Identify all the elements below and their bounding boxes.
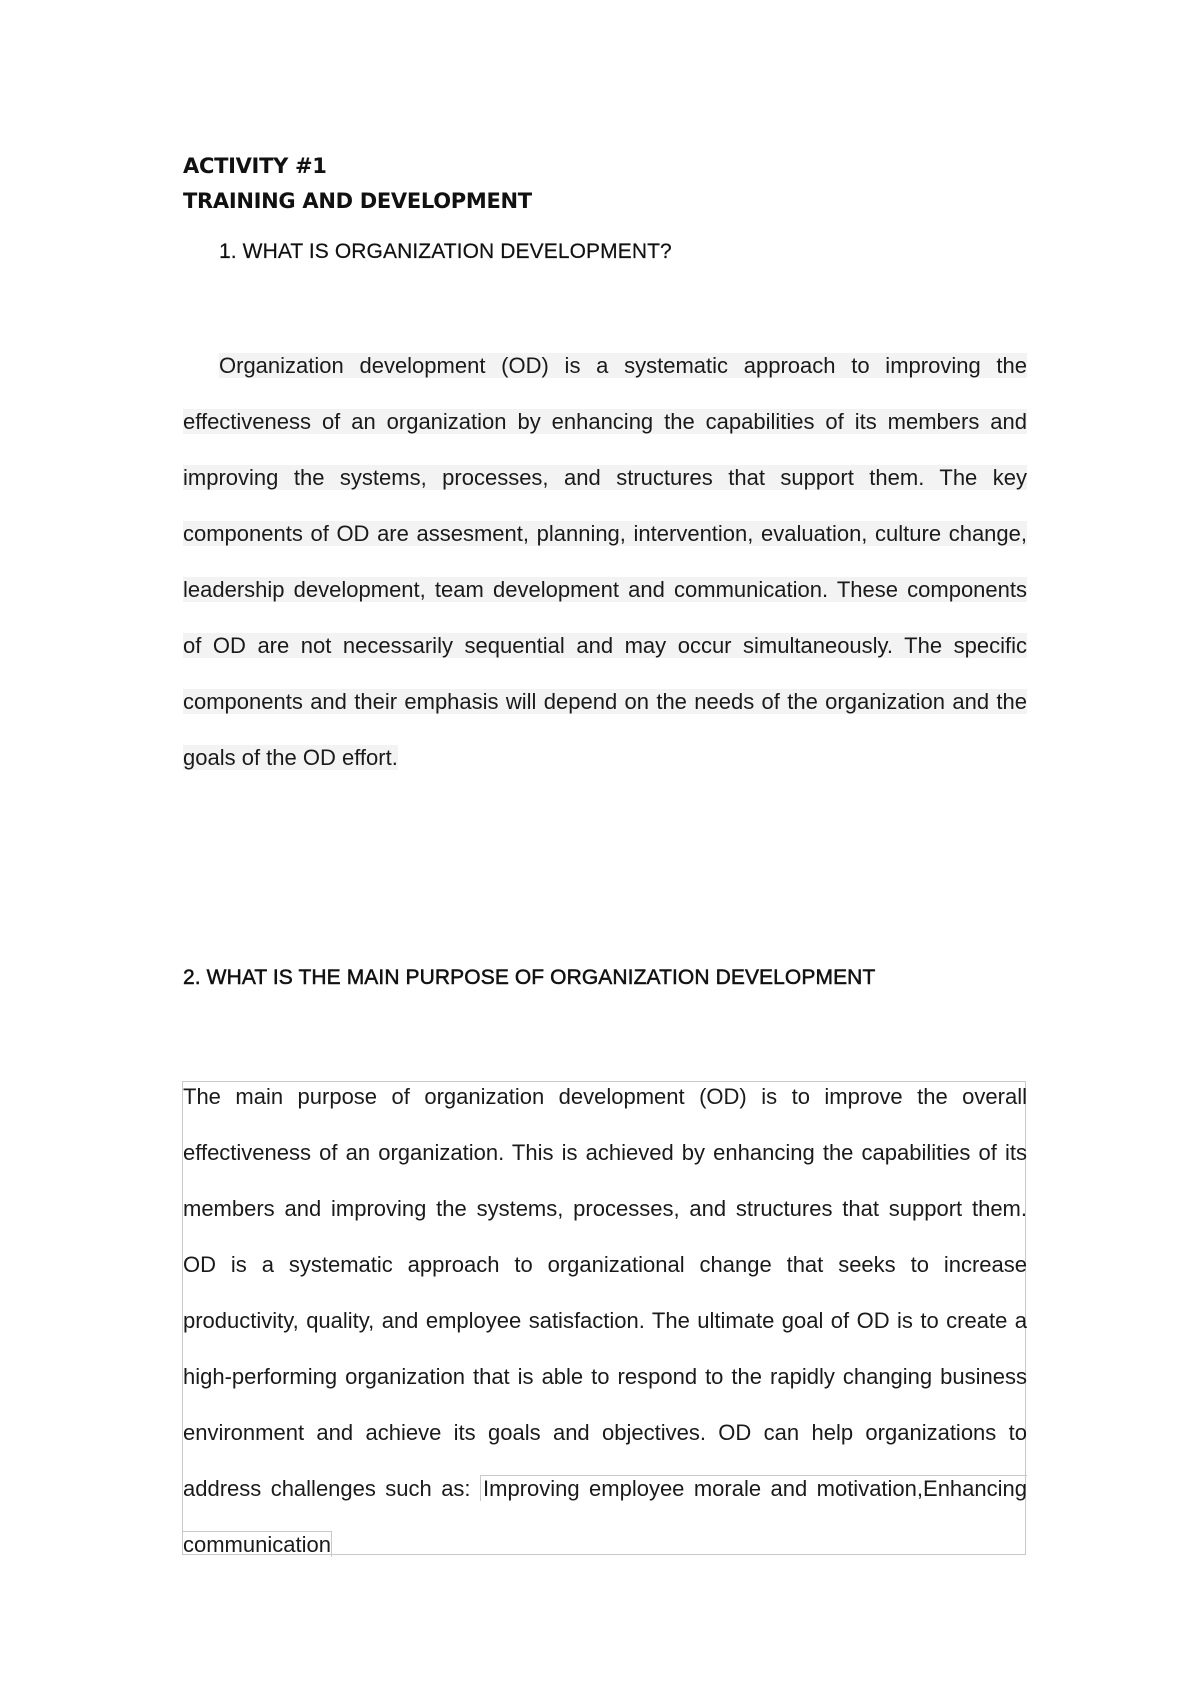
answer-1-paragraph (183, 338, 1027, 786)
document-heading (183, 149, 532, 219)
question-2-title: 2. WHAT IS THE MAIN PURPOSE OF ORGANIZATION DEVELOPMENT (183, 966, 876, 989)
answer-1-text: Organization development (OD) is a systematic approach to improving the effectiveness of an organization by enhancing the capabilities of its members and improving the systems, processes, and structures that support them. The key components of OD are assesment, planning, intervention, evaluation, culture change, leadership development, team development and communication. These components of OD are not necessarily sequential and may occur simultaneously. The specific components and their emphasis will depend on the needs of the organization and the goals of the OD effort. (183, 353, 1027, 770)
answer-2-tail-text: Improving employee morale and motivation,Enhancing communication (183, 1476, 1027, 1557)
answer-2-paragraph (183, 1069, 1027, 1573)
answer-2-text: The main purpose of organization development (OD) is to improve the overall effectiveness of an organization. This is achieved by enhancing the capabilities of its members and improving the systems, processes, and structures that support them. OD is a systematic approach to organizational change that seeks to increase productivity, quality, and employee satisfaction. The ultimate goal of OD is to create a high-performing organization that is able to respond to the rapidly changing business environment and achieve its goals and objectives. OD can help organizations to address challenges such as: (183, 1084, 1027, 1501)
question-1-title: 1. WHAT IS ORGANIZATION DEVELOPMENT? (219, 240, 672, 263)
subject-label: TRAINING AND DEVELOPMENT (183, 189, 532, 213)
activity-label: ACTIVITY #1 (183, 154, 327, 178)
